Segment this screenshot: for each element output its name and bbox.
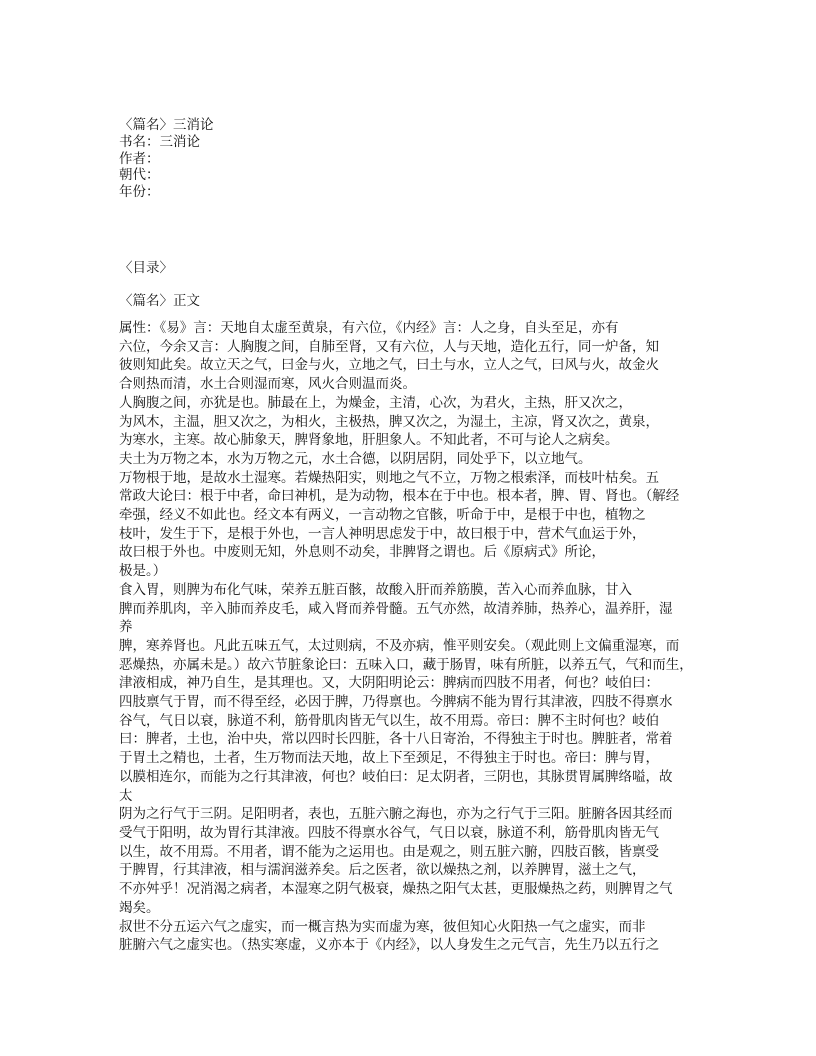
text-line: 枝叶，发生于下，是根于外也，一言人神明思虑发于中，故曰根于中，营术气血运于外，: [119, 525, 646, 542]
text-line: 不亦舛乎！况消渴之病者，本湿寒之阴气极衰，燥热之阳气太甚，更服燥热之药，则脾胃之气: [119, 881, 673, 898]
text-line: 阴为之行气于三阴。足阳明者，表也，五脏六腑之海也，亦为之行气于三阳。脏腑各因其经而: [119, 806, 673, 823]
text-line: 津液相成，神乃自生，是其理也。又，大阴阳明论云：脾病而四肢不用者，何也？岐伯曰：: [119, 675, 659, 692]
chapter-title: 〈篇名〉三消论: [119, 117, 214, 133]
text-line: 极是。）: [119, 563, 167, 580]
year-field: 年份：: [119, 184, 160, 201]
text-line: 以膜相连尔，而能为之行其津液，何也？岐伯曰：足太阴者，三阴也，其脉贯胃属脾络嗌，故: [119, 768, 673, 785]
text-line: 人胸腹之间，亦犹是也。肺最在上，为燥金，主清，心次，为君火，主热，肝又次之，: [119, 394, 632, 411]
author-field: 作者：: [119, 150, 160, 167]
text-line: 四肢禀气于胃，而不得至经，必因于脾，乃得禀也。今脾病不能为胃行其津液，四肢不得禀水: [119, 694, 673, 711]
text-line: 合则热而清，水土合则湿而寒，风火合则温而炎。: [119, 376, 416, 393]
text-line: 彼则知此矣。故立天之气，曰金与火，立地之气，曰土与水，立人之气，曰风与火，故金火: [119, 357, 659, 374]
text-line: 常政大论曰：根于中者，命曰神机，是为动物，根本在于中也。根本者，脾、胃、肾也。（解经: [119, 488, 680, 505]
section-heading: 〈篇名〉正文: [119, 293, 200, 309]
text-line: 夫土为万物之本，水为万物之元，水土合德，以阴居阴，同处乎下，以立地气。: [119, 450, 592, 467]
text-line: 恶燥热，亦属未是。）故六节脏象论曰：五味入口，藏于肠胃，味有所脏，以养五气，气和而生，: [119, 656, 693, 673]
body-text: [119, 319, 693, 955]
text-line: 叔世不分五运六气之虚实，而一概言热为实而虚为寒，彼但知心火阳热一气之虚实，而非: [119, 918, 646, 935]
text-line: 受气于阳明，故为胃行其津液。四肢不得禀水谷气，气日以衰，脉道不利，筋骨肌肉皆无气: [119, 824, 659, 841]
text-line: 脾而养肌肉，辛入肺而养皮毛，咸入肾而养骨髓。五气亦然，故清养肺，热养心，温养肝，湿: [119, 600, 673, 617]
text-line: 牵强，经义不如此也。经文本有两义，一言动物之官骸，听命于中，是根于中也，植物之: [119, 507, 646, 524]
text-line: 曰：脾者，土也，治中央，常以四时长四脏，各十八日寄治，不得独主于时也。脾脏者，常着: [119, 731, 673, 748]
text-line: 于胃土之精也，土者，生万物而法天地，故上下至颈足，不得独主于时也。帝曰：脾与胃，: [119, 750, 659, 767]
text-line: 为风木，主温，胆又次之，为相火，主极热，脾又次之，为湿土，主凉，肾又次之，黄泉，: [119, 413, 659, 430]
text-line: 为寒水，主寒。故心肺象天，脾肾象地，肝胆象人。不知此者，不可与论人之病矣。: [119, 432, 619, 449]
document-metadata: [119, 117, 214, 201]
text-line: 食入胃，则脾为布化气味，荣养五脏百骸，故酸入肝而养筋膜，苦入心而养血脉，甘入: [119, 581, 632, 598]
dynasty-field: 朝代：: [119, 167, 160, 184]
text-line: 脏腑六气之虚实也。（热实寒虚，义亦本于《内经》，以人身发生之元气言，先生乃以五行之: [119, 937, 659, 954]
text-line: 脾，寒养肾也。凡此五味五气，太过则病，不及亦病，惟平则安矣。（观此则上文偏重湿寒，而: [119, 637, 680, 654]
text-line: 于脾胃，行其津液，相与濡润滋养矣。后之医者，欲以燥热之剂，以养脾胃，滋土之气，: [119, 862, 646, 879]
text-line: 六位，今余又言：人胸腹之间，自肺至肾，又有六位，人与天地，造化五行，同一炉备，知: [119, 338, 659, 355]
text-line: 万物根于地，是故水土湿寒。若燥热阳实，则地之气不立，万物之根索泽，而枝叶枯矣。五: [119, 469, 659, 486]
text-line: 竭矣。: [119, 899, 160, 916]
text-line: 太: [119, 787, 133, 804]
book-name: 书名：三消论: [119, 133, 200, 150]
text-line: 谷气，气日以衰，脉道不利，筋骨肌肉皆无气以生，故不用焉。帝曰：脾不主时何也？岐伯: [119, 712, 659, 729]
text-line: 养: [119, 619, 133, 636]
table-of-contents-heading: 〈目录〉: [119, 260, 173, 276]
text-line: 以生，故不用焉。不用者，谓不能为之运用也。由是观之，则五脏六腑，四肢百骸，皆禀受: [119, 843, 659, 860]
text-line: 故曰根于外也。中废则无知，外息则不动矣，非脾肾之谓也。后《原病式》所论，: [119, 544, 605, 561]
text-line: 属性：《易》言：天地自太虚至黄泉，有六位，《内经》言：人之身，自头至足，亦有: [119, 320, 619, 336]
